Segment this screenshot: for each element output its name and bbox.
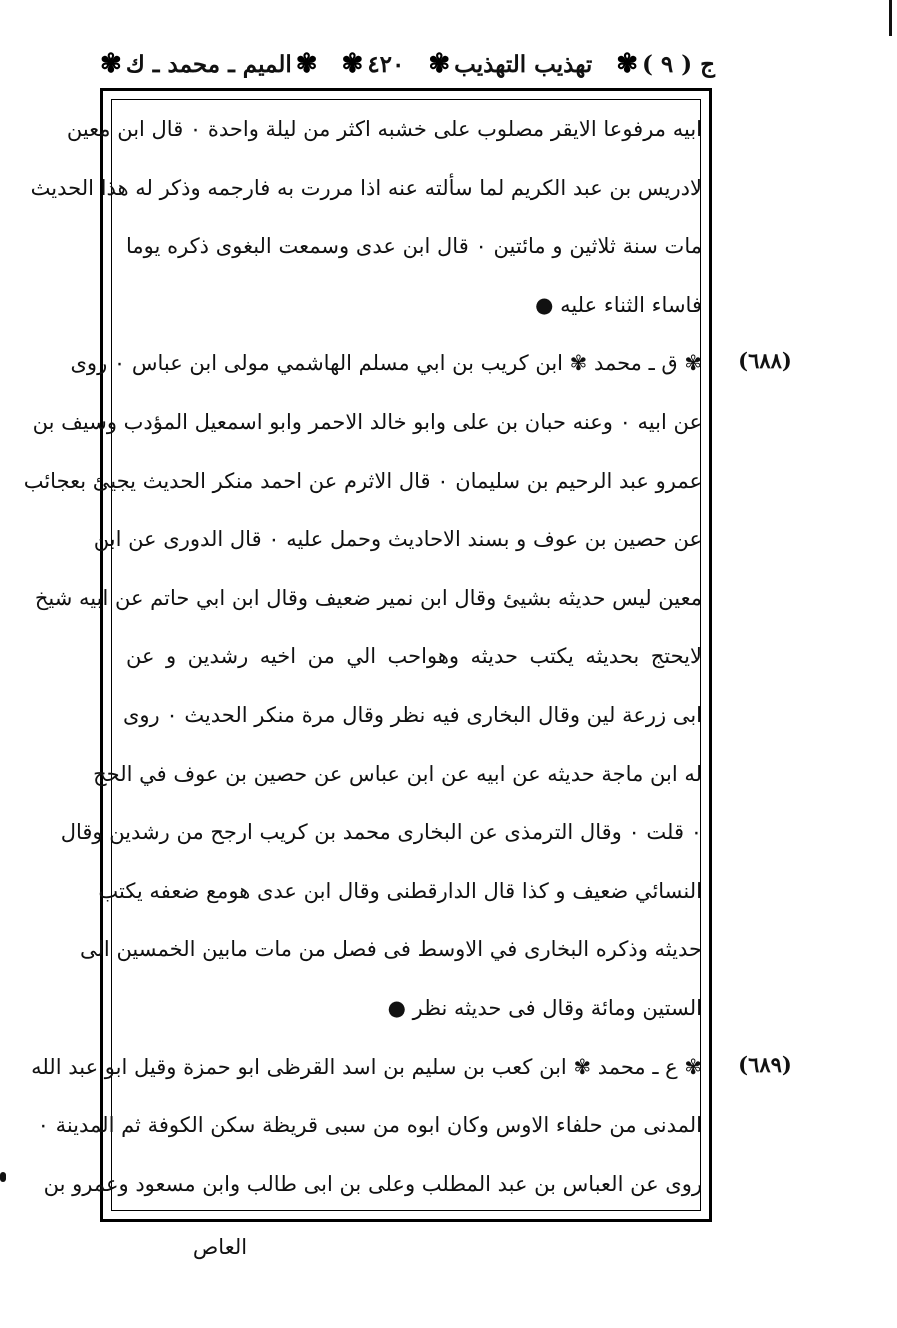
header-book-group [428, 51, 592, 78]
header-section: الميم ـ محمد ـ ك [125, 50, 292, 78]
scan-edge-mark [889, 0, 892, 36]
text-line: ✾ ع ـ محمد ✾ ابن كعب بن سليم بن اسد القرظى ابو حمزة وقيل ابو عبد الله [31, 1054, 702, 1079]
ornament-icon: ✾ [428, 49, 451, 79]
text-line: ابى زرعة لين وقال البخارى فيه نظر وقال مرة منكر الحديث ٠ روى [122, 702, 702, 727]
text-line: لايحتج بحديثه يكتب حديثه وهواحب الي من اخيه رشدين و عن [126, 644, 702, 669]
text-line: عن ابيه ٠ وعنه حبان بن على وابو خالد الاحمر وابو اسمعيل المؤدب وسيف بن [32, 409, 702, 434]
ornament-icon: ✾ [616, 49, 638, 79]
header-volume-group [616, 51, 715, 78]
text-line: عمرو عبد الرحيم بن سليمان ٠ قال الاثرم عن احمد منكر الحديث يجيئ بعجائب [23, 468, 702, 493]
header-page-group [342, 51, 405, 78]
running-header [100, 42, 715, 86]
ornament-icon: ✾ [341, 49, 364, 79]
entry-number: (٦٨٨) [738, 348, 792, 374]
header-book-title: تهذيب التهذيب [454, 50, 593, 78]
header-page-number: ٤٢٠ [367, 50, 405, 78]
body-text [23, 100, 702, 1213]
text-line: مات سنة ثلاثين و مائتين ٠ قال ابن عدى وسمعت البغوى ذكره يوما [126, 234, 702, 259]
entry-number: (٦٨٩) [738, 1051, 792, 1077]
header-section-group [100, 51, 318, 78]
scan-edge-mark [0, 1172, 6, 1182]
text-line: عن حصين بن عوف و بسند الاحاديث وحمل عليه ٠ قال الدورى عن ابن [93, 527, 702, 552]
text-line: له ابن ماجة حديثه عن ابيه عن ابن عباس عن حصين بن عوف في الحج [93, 761, 702, 786]
text-line: حديثه وذكره البخارى في الاوسط فى فصل من مات مابين الخمسين الى [80, 937, 702, 962]
ornament-icon: ✾ [295, 49, 318, 79]
ornament-icon: ✾ [100, 49, 122, 79]
text-line: فاساء الثناء عليه ● [535, 292, 702, 317]
header-volume: ج ( ٩ ) [642, 50, 715, 78]
catchword: العاص [192, 1235, 248, 1259]
text-line: معين ليس حديثه بشيئ وقال ابن نمير ضعيف وقال ابن ابي حاتم عن ابيه شيخ [34, 585, 702, 610]
text-line: الستين ومائة وقال فى حديثه نظر ● [387, 995, 702, 1020]
text-line: ٠ قلت ٠ وقال الترمذى عن البخارى محمد بن كريب ارجح من رشدين وقال [60, 820, 702, 845]
text-line: النسائي ضعيف و كذا قال الدارقطنى وقال ابن عدى هومع ضعفه يكتب [98, 878, 702, 903]
text-line: روى عن العباس بن عبد المطلب وعلى بن ابى طالب وابن مسعود وعمرو بن [43, 1171, 702, 1196]
text-line: لادريس بن عبد الكريم لما سألته عنه اذا مررت به فارجمه وذكر له هذا الحديث [30, 175, 702, 200]
text-line: ابيه مرفوعا الايقر مصلوب على خشبه اكثر من ليلة واحدة ٠ قال ابن معين [66, 117, 702, 141]
text-line: المدنى من حلفاء الاوس وكان ابوه من سبى قريظة سكن الكوفة ثم المدينة ٠ [37, 1113, 702, 1138]
text-line: ✾ ق ـ محمد ✾ ابن كريب بن ابي مسلم الهاشمي مولى ابن عباس ٠ روى [70, 351, 702, 376]
